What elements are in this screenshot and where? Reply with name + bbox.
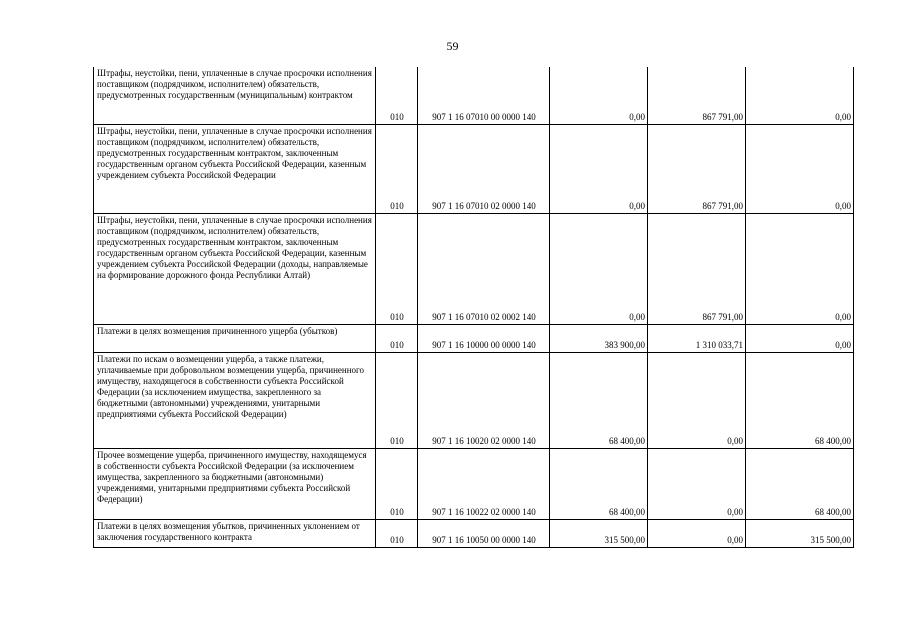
row-value-1: 68 400,00 — [550, 448, 648, 519]
table-row — [94, 124, 854, 213]
row-budget-code: 907 1 16 07010 00 0000 140 — [418, 67, 550, 124]
row-value-1: 68 400,00 — [550, 352, 648, 448]
row-value-2: 1 310 033,71 — [648, 324, 746, 352]
row-value-2: 867 791,00 — [648, 213, 746, 324]
page-number: 59 — [446, 39, 459, 53]
row-description: Платежи по искам о возмещении ущерба, а также платежи, уплачиваемые при добровольном возмещении ущерба, причиненного имуществу, находящегося в собственности субъекта Российской Федерации (за исключением имущества, закрепленного за бюджетными (автономными) учреждениями, унитарными предприятиями субъекта Российской Федерации) — [94, 352, 376, 448]
row-line-code: 010 — [376, 213, 418, 324]
table-row — [94, 519, 854, 547]
row-value-3: 68 400,00 — [746, 352, 854, 448]
table-row — [94, 324, 854, 352]
row-value-2: 0,00 — [648, 519, 746, 547]
row-budget-code: 907 1 16 10020 02 0000 140 — [418, 352, 550, 448]
row-value-3: 315 500,00 — [746, 519, 854, 547]
row-line-code: 010 — [376, 448, 418, 519]
row-budget-code: 907 1 16 10022 02 0000 140 — [418, 448, 550, 519]
table-row — [94, 213, 854, 324]
row-value-2: 867 791,00 — [648, 67, 746, 124]
row-value-1: 383 900,00 — [550, 324, 648, 352]
row-value-2: 0,00 — [648, 352, 746, 448]
row-value-1: 315 500,00 — [550, 519, 648, 547]
row-value-1: 0,00 — [550, 67, 648, 124]
row-value-3: 0,00 — [746, 213, 854, 324]
row-value-1: 0,00 — [550, 124, 648, 213]
row-description: Штрафы, неустойки, пени, уплаченные в случае просрочки исполнения поставщиком (подрядчиком, исполнителем) обязательств, предусмотренных государственным (муниципальным) контрактом — [94, 67, 376, 124]
row-value-3: 0,00 — [746, 124, 854, 213]
row-line-code: 010 — [376, 67, 418, 124]
row-value-3: 0,00 — [746, 67, 854, 124]
row-description: Прочее возмещение ущерба, причиненного имуществу, находящемуся в собственности субъекта Российской Федерации (за исключением имущества, закрепленного за бюджетными (автономными) учреждениями, унитарными предприятиями субъекта Российской Федерации) — [94, 448, 376, 519]
row-budget-code: 907 1 16 07010 02 0000 140 — [418, 124, 550, 213]
row-budget-code: 907 1 16 10000 00 0000 140 — [418, 324, 550, 352]
budget-revenue-table — [93, 67, 854, 548]
row-budget-code: 907 1 16 07010 02 0002 140 — [418, 213, 550, 324]
row-line-code: 010 — [376, 124, 418, 213]
row-budget-code: 907 1 16 10050 00 0000 140 — [418, 519, 550, 547]
table-row — [94, 448, 854, 519]
row-value-2: 867 791,00 — [648, 124, 746, 213]
row-line-code: 010 — [376, 519, 418, 547]
row-line-code: 010 — [376, 352, 418, 448]
row-description: Платежи в целях возмещения убытков, причиненных уклонением от заключения государственного контракта — [94, 519, 376, 547]
row-value-1: 0,00 — [550, 213, 648, 324]
row-value-3: 0,00 — [746, 324, 854, 352]
row-description: Штрафы, неустойки, пени, уплаченные в случае просрочки исполнения поставщиком (подрядчиком, исполнителем) обязательств, предусмотренных государственным контрактом, заключенным государственным органом субъекта Российской Федерации, казенным учреждением субъекта Российской Федерации (доходы, направляемые на формирование дорожного фонда Республики Алтай) — [94, 213, 376, 324]
row-value-3: 68 400,00 — [746, 448, 854, 519]
table-row — [94, 67, 854, 124]
row-line-code: 010 — [376, 324, 418, 352]
row-description: Платежи в целях возмещения причиненного ущерба (убытков) — [94, 324, 376, 352]
table-row — [94, 352, 854, 448]
row-value-2: 0,00 — [648, 448, 746, 519]
row-description: Штрафы, неустойки, пени, уплаченные в случае просрочки исполнения поставщиком (подрядчиком, исполнителем) обязательств, предусмотренных государственным контрактом, заключенным государственным органом субъекта Российской Федерации, казенным учреждением субъекта Российской Федерации — [94, 124, 376, 213]
